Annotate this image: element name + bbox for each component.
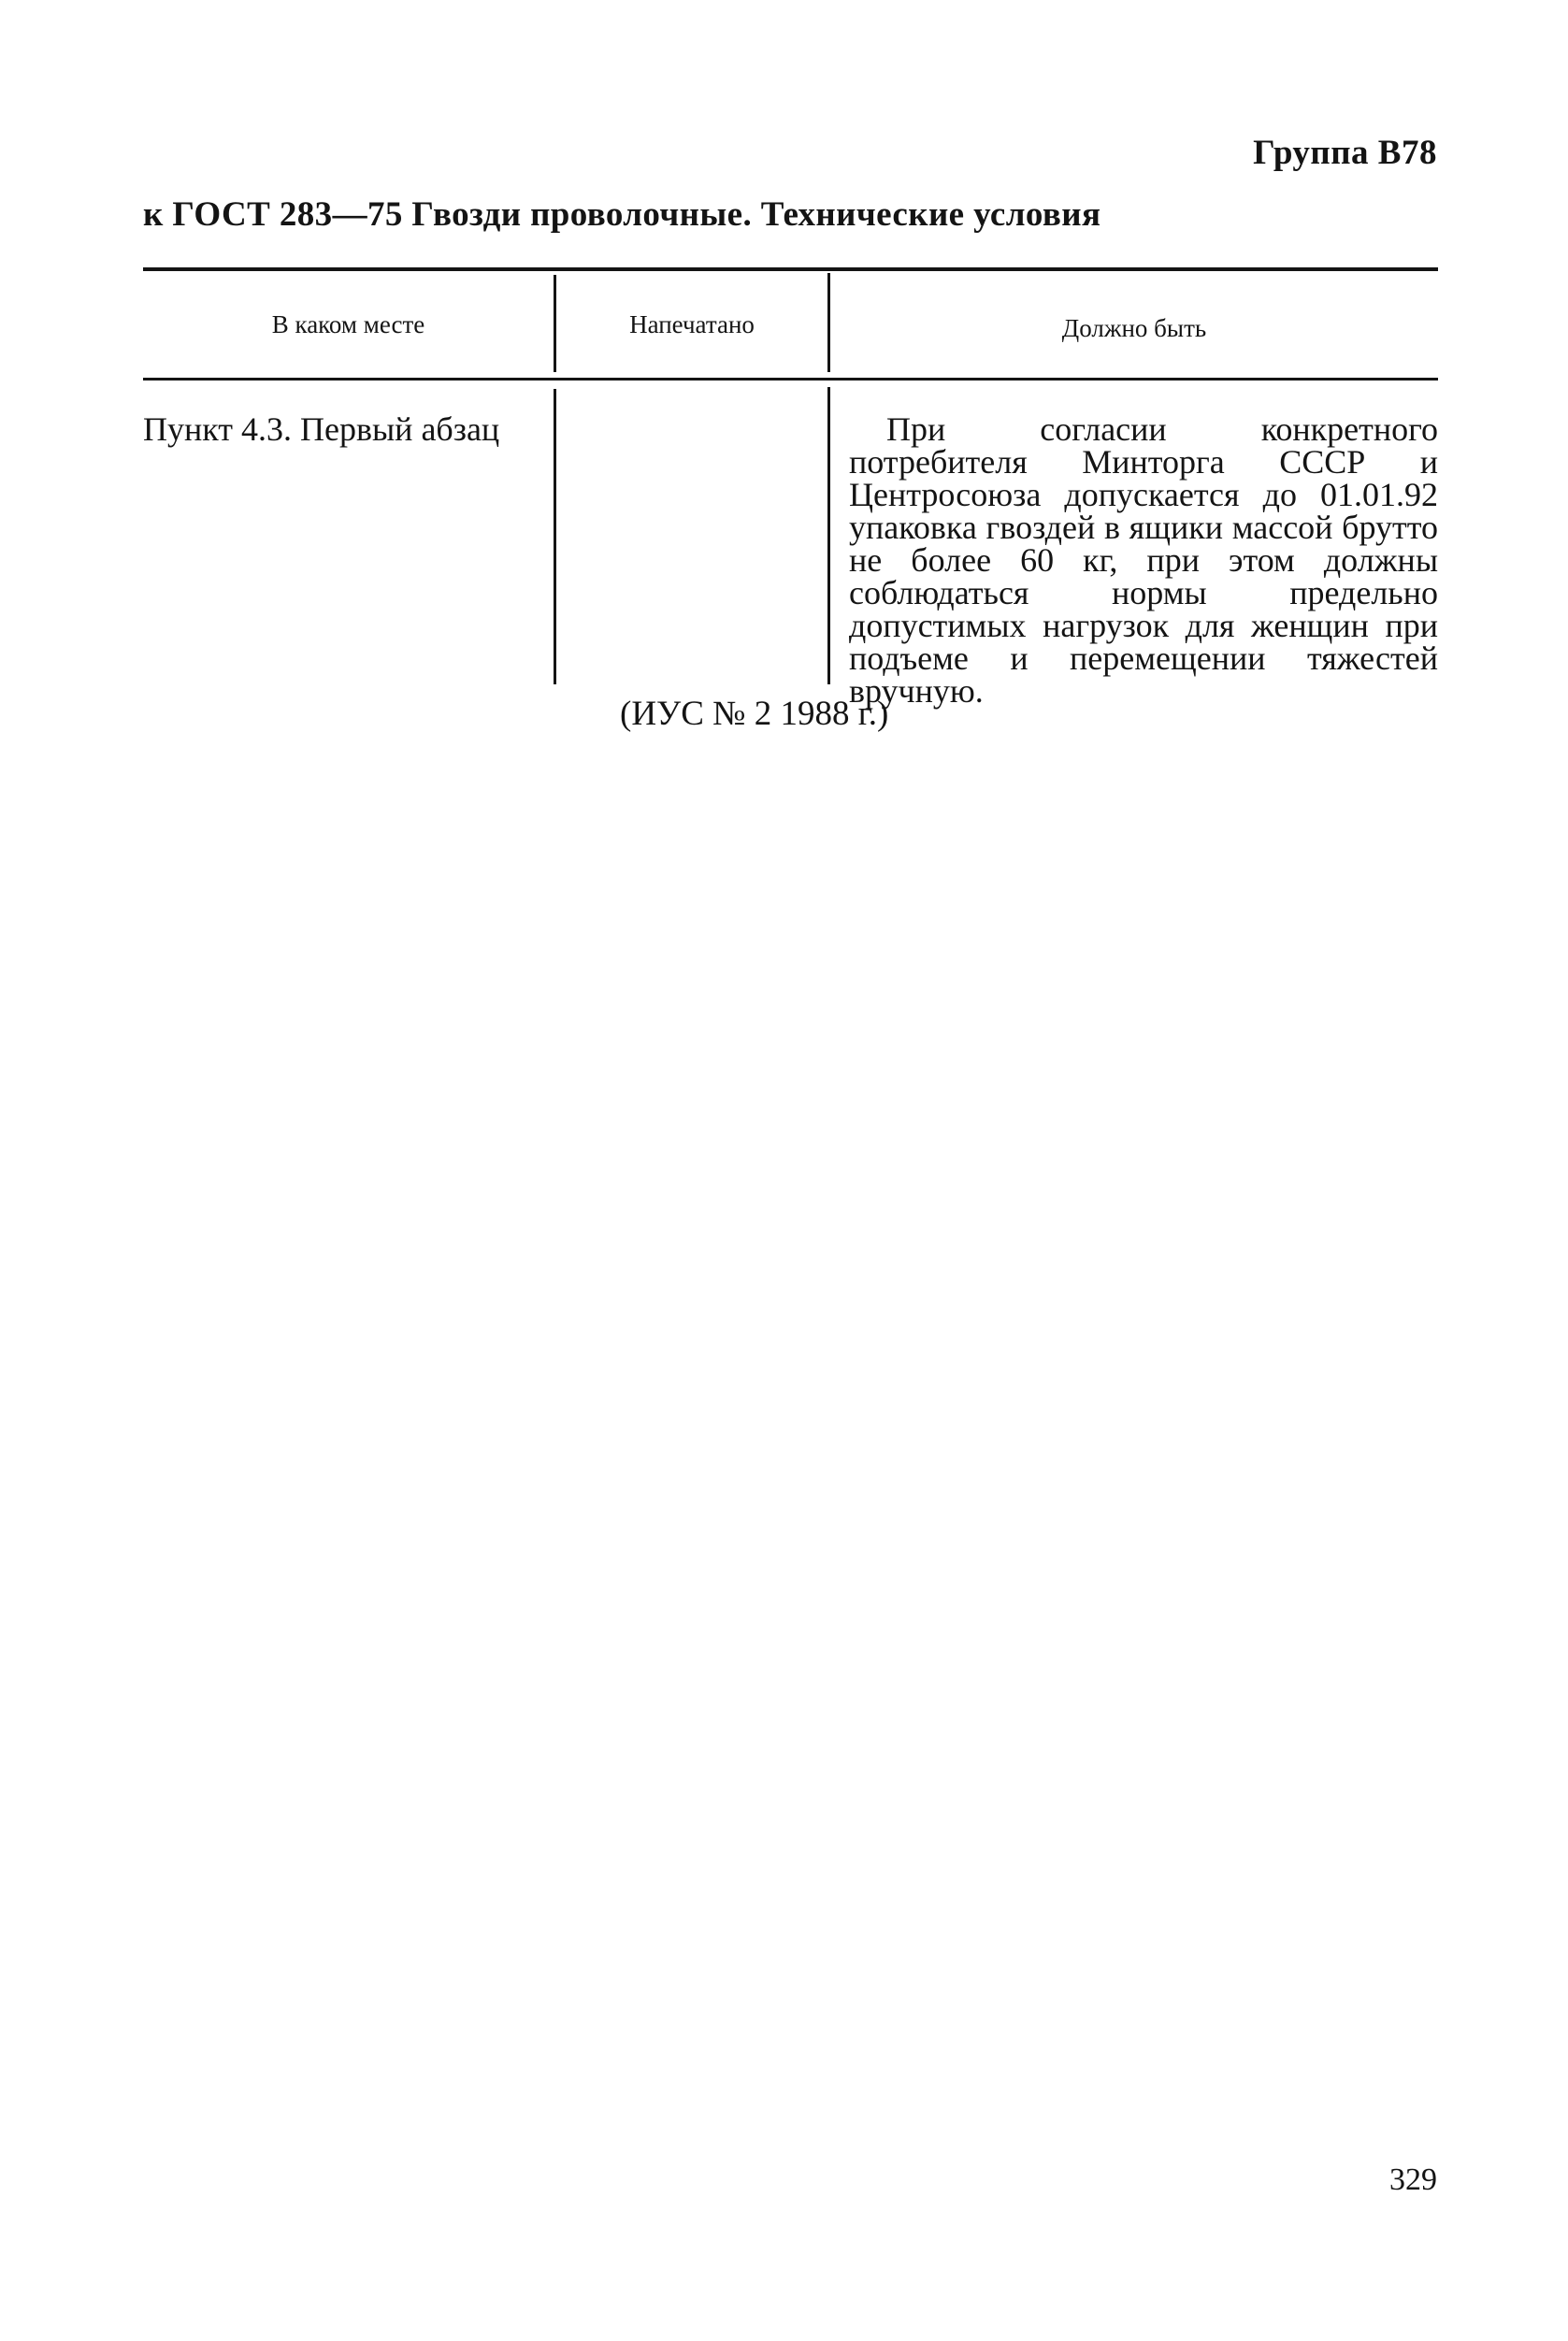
source-reference: (ИУС № 2 1988 г.) (620, 695, 889, 733)
column-header-place: В каком месте (271, 310, 425, 338)
table-top-rule (143, 267, 1438, 271)
column-divider (554, 389, 556, 684)
table-header-rule (143, 378, 1438, 381)
group-code: Группа В78 (1253, 134, 1437, 172)
page-number: 329 (1389, 2162, 1437, 2197)
document-title: к ГОСТ 283—75 Гвозди проволочные. Технические условия (143, 195, 1101, 234)
column-header-correct: Должно быть (1061, 314, 1207, 342)
cell-correct: При согласии конкретного потребителя Минторга СССР и Центросоюза допускается до 01.01.92 упаковка гвоздей в ящики массой брутто не более 60 кг, при этом должны соблюдаться нормы предельно допустимых нагрузок для женщин при подъеме и перемещении тяжестей вручную. (849, 410, 1438, 710)
column-header-printed: Напечатано (629, 310, 755, 338)
column-divider (827, 387, 830, 684)
cell-place: Пункт 4.3. Первый абзац (143, 410, 500, 448)
